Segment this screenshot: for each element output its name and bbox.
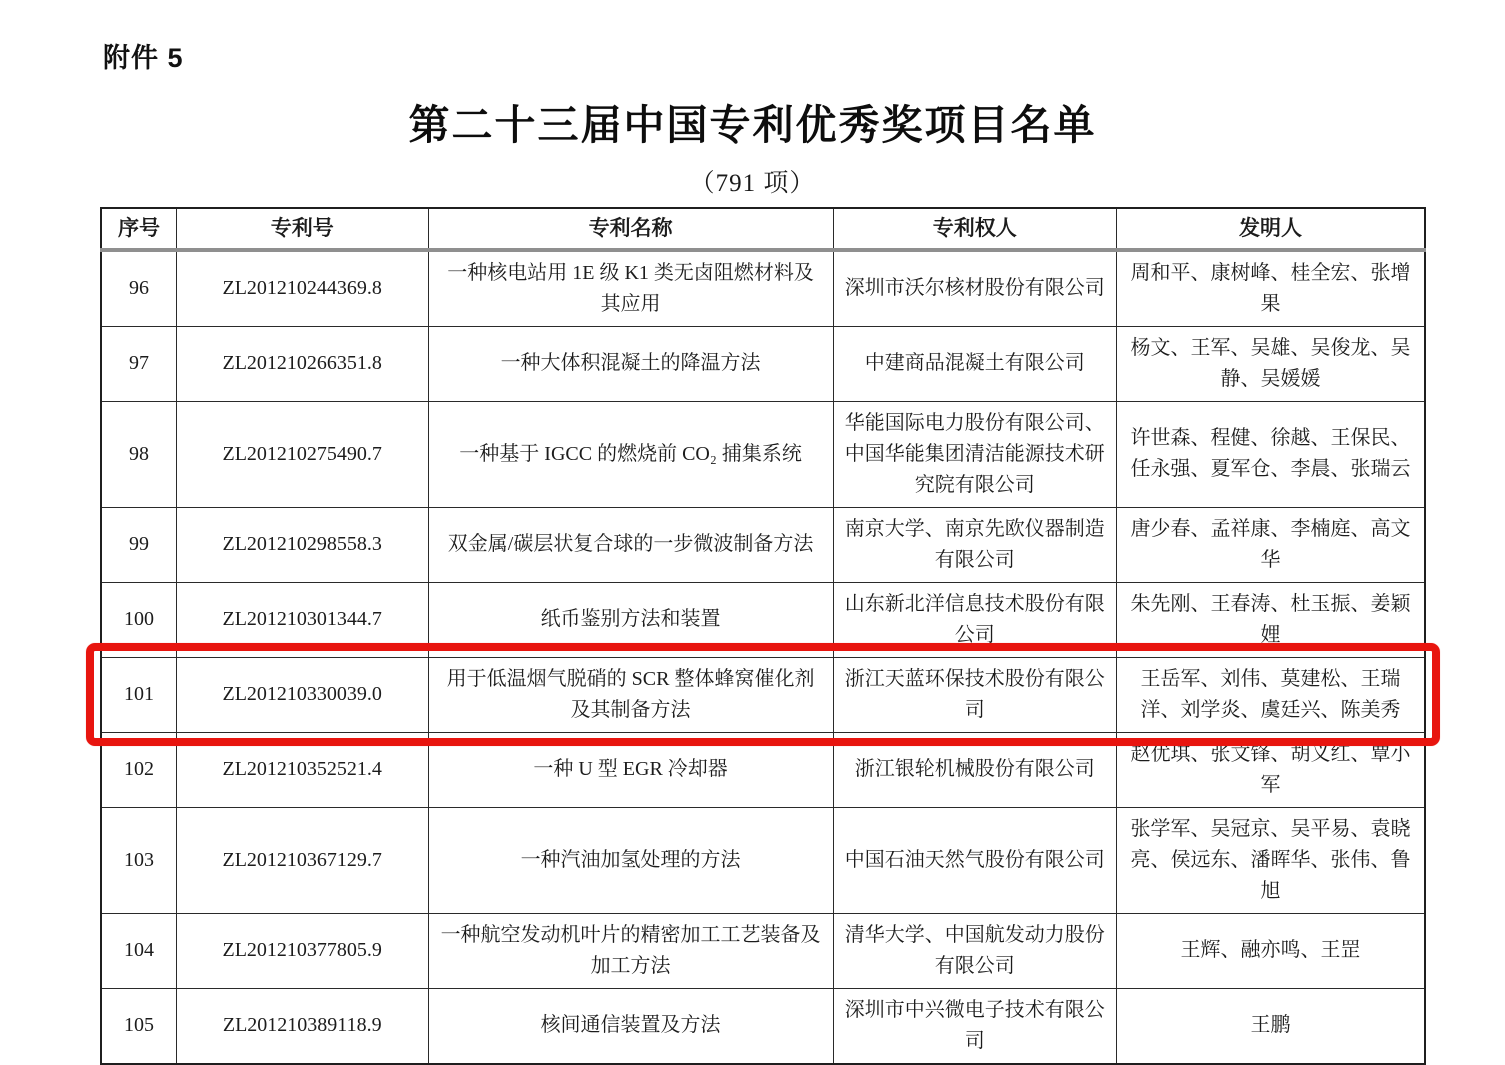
cell-inventors: 唐少春、孟祥康、李楠庭、高文华 <box>1116 507 1425 582</box>
cell-serial-number: 104 <box>101 913 176 988</box>
cell-patentee: 南京大学、南京先欧仪器制造有限公司 <box>833 507 1116 582</box>
page-subtitle: （791 项） <box>689 170 816 197</box>
cell-patentee: 深圳市沃尔核材股份有限公司 <box>833 250 1116 327</box>
cell-inventors: 许世森、程健、徐越、王保民、任永强、夏军仓、李晨、张瑞云 <box>1116 401 1425 507</box>
cell-patent-name: 一种汽油加氢处理的方法 <box>428 807 833 913</box>
header-cell-patentee: 专利权人 <box>833 208 1116 250</box>
table-row <box>101 807 1425 913</box>
cell-serial-number: 96 <box>101 250 176 327</box>
cell-patent-number: ZL201210244369.8 <box>176 250 428 327</box>
cell-patent-name: 一种核电站用 1E 级 K1 类无卤阻燃材料及其应用 <box>428 250 833 327</box>
header-cell-no: 序号 <box>101 208 176 250</box>
cell-inventors: 王辉、融亦鸣、王罡 <box>1116 913 1425 988</box>
table-row <box>101 401 1425 507</box>
cell-patentee: 浙江银轮机械股份有限公司 <box>833 732 1116 807</box>
cell-inventors: 王鹏 <box>1116 988 1425 1064</box>
table-row <box>101 657 1425 732</box>
cell-patentee: 浙江天蓝环保技术股份有限公司 <box>833 657 1116 732</box>
cell-inventors: 张学军、吴冠京、吴平易、袁晓亮、侯远东、潘晖华、张伟、鲁旭 <box>1116 807 1425 913</box>
attachment-label: 附件 5 <box>103 43 184 73</box>
cell-serial-number: 98 <box>101 401 176 507</box>
table-row <box>101 250 1425 327</box>
cell-patent-name: 一种航空发动机叶片的精密加工工艺装备及加工方法 <box>428 913 833 988</box>
cell-patent-name: 双金属/碳层状复合球的一步微波制备方法 <box>428 507 833 582</box>
table-body <box>101 250 1425 1064</box>
cell-patent-number: ZL201210298558.3 <box>176 507 428 582</box>
cell-patent-name: 一种 U 型 EGR 冷却器 <box>428 732 833 807</box>
table-row <box>101 732 1425 807</box>
cell-patentee: 深圳市中兴微电子技术有限公司 <box>833 988 1116 1064</box>
header-cell-patent-no: 专利号 <box>176 208 428 250</box>
cell-serial-number: 103 <box>101 807 176 913</box>
header-cell-inventors: 发明人 <box>1116 208 1425 250</box>
cell-patent-number: ZL201210389118.9 <box>176 988 428 1064</box>
cell-patentee: 中建商品混凝土有限公司 <box>833 326 1116 401</box>
award-table <box>100 207 1426 1065</box>
table-row <box>101 988 1425 1064</box>
cell-inventors: 王岳军、刘伟、莫建松、王瑞洋、刘学炎、虞廷兴、陈美秀 <box>1116 657 1425 732</box>
cell-patent-number: ZL201210266351.8 <box>176 326 428 401</box>
cell-inventors: 周和平、康树峰、桂全宏、张增果 <box>1116 250 1425 327</box>
cell-serial-number: 105 <box>101 988 176 1064</box>
cell-patent-number: ZL201210330039.0 <box>176 657 428 732</box>
cell-patent-number: ZL201210377805.9 <box>176 913 428 988</box>
cell-patent-number: ZL201210275490.7 <box>176 401 428 507</box>
page-title: 第二十三届中国专利优秀奖项目名单 <box>408 102 1097 148</box>
cell-serial-number: 101 <box>101 657 176 732</box>
table-row <box>101 326 1425 401</box>
cell-serial-number: 100 <box>101 582 176 657</box>
table-row <box>101 507 1425 582</box>
cell-patent-name: 一种大体积混凝土的降温方法 <box>428 326 833 401</box>
cell-inventors: 朱先刚、王春涛、杜玉振、姜颖娌 <box>1116 582 1425 657</box>
table-row <box>101 582 1425 657</box>
cell-inventors: 赵优琪、张文锋、胡义红、覃小军 <box>1116 732 1425 807</box>
award-table-wrap <box>100 207 1426 1065</box>
header-cell-name: 专利名称 <box>428 208 833 250</box>
table-row <box>101 913 1425 988</box>
table-header <box>101 208 1425 250</box>
cell-patent-number: ZL201210352521.4 <box>176 732 428 807</box>
cell-serial-number: 102 <box>101 732 176 807</box>
cell-patent-number: ZL201210367129.7 <box>176 807 428 913</box>
cell-patentee: 中国石油天然气股份有限公司 <box>833 807 1116 913</box>
cell-patent-name: 用于低温烟气脱硝的 SCR 整体蜂窝催化剂及其制备方法 <box>428 657 833 732</box>
table-header-row <box>101 208 1425 250</box>
cell-patent-name: 核间通信装置及方法 <box>428 988 833 1064</box>
cell-patentee: 山东新北洋信息技术股份有限公司 <box>833 582 1116 657</box>
cell-patent-number: ZL201210301344.7 <box>176 582 428 657</box>
cell-serial-number: 99 <box>101 507 176 582</box>
cell-inventors: 杨文、王军、吴雄、吴俊龙、吴静、吴媛媛 <box>1116 326 1425 401</box>
cell-serial-number: 97 <box>101 326 176 401</box>
cell-patent-name: 一种基于 IGCC 的燃烧前 CO₂ 捕集系统 <box>428 401 833 507</box>
cell-patentee: 华能国际电力股份有限公司、中国华能集团清洁能源技术研究院有限公司 <box>833 401 1116 507</box>
cell-patentee: 清华大学、中国航发动力股份有限公司 <box>833 913 1116 988</box>
cell-patent-name: 纸币鉴别方法和装置 <box>428 582 833 657</box>
